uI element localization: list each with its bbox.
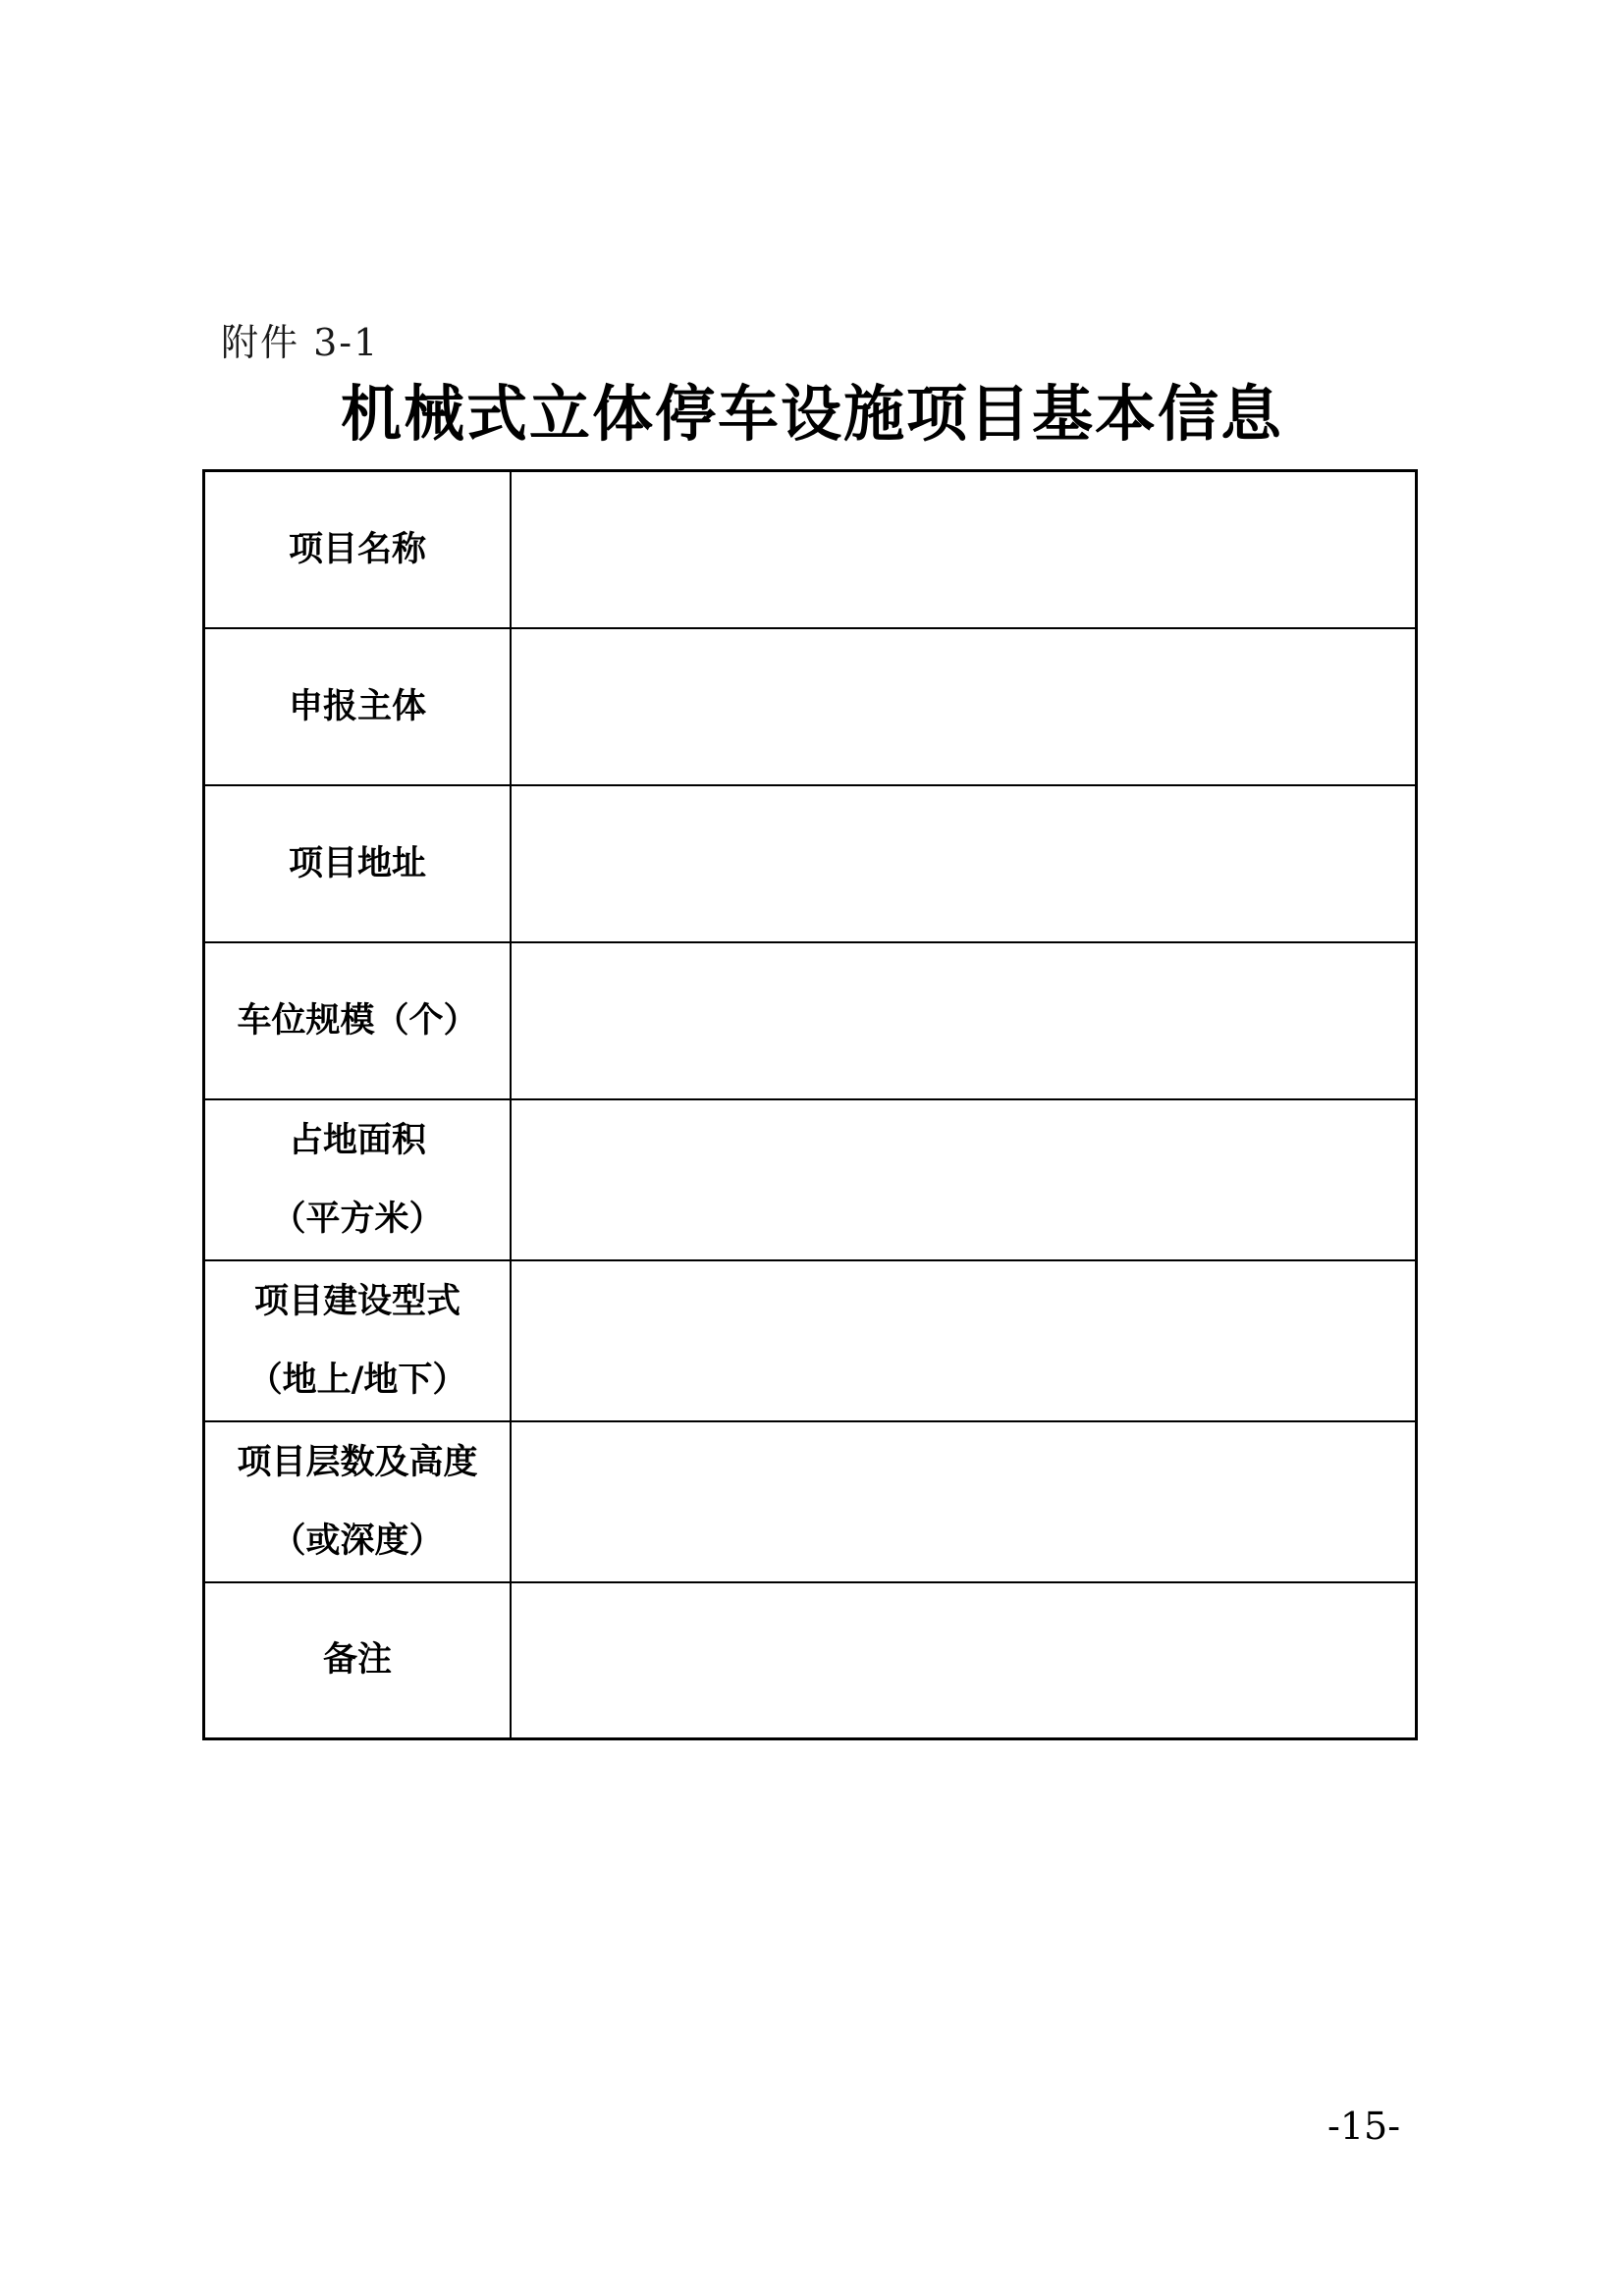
row-label-floor-area (204, 1099, 512, 1260)
floors-height-field[interactable] (511, 1421, 1417, 1582)
label-line: 车位规模（个） (237, 1000, 478, 1041)
table-row (204, 1421, 1417, 1582)
label-line: 项目地址 (288, 843, 426, 883)
table-row (204, 1260, 1417, 1421)
table-row (204, 628, 1417, 785)
table-row (204, 785, 1417, 942)
project-address-field[interactable] (511, 785, 1417, 942)
table-row (204, 471, 1417, 628)
page-number: -15- (1327, 2105, 1401, 2148)
attachment-label: 附件 3-1 (221, 321, 380, 364)
row-label-construction-type (204, 1260, 512, 1421)
table-row (204, 1582, 1417, 1739)
label-line: 备注 (322, 1640, 392, 1681)
row-label-project-address (204, 785, 512, 942)
floor-area-field[interactable] (511, 1099, 1417, 1260)
label-line: 项目名称 (288, 529, 426, 569)
construction-type-field[interactable] (511, 1260, 1417, 1421)
table-row (204, 1099, 1417, 1260)
row-label-parking-spaces (204, 942, 512, 1099)
row-label-floors-height (204, 1421, 512, 1582)
label-line: （或深度） (271, 1521, 444, 1561)
row-label-remarks (204, 1582, 512, 1739)
label-line: 项目建设型式 (253, 1281, 460, 1321)
label-line: 占地面积 (288, 1120, 426, 1160)
label-line: （地上/地下） (247, 1360, 467, 1400)
remarks-field[interactable] (511, 1582, 1417, 1739)
page-title: 机械式立体停车设施项目基本信息 (340, 378, 1283, 450)
row-label-applicant (204, 628, 512, 785)
label-line: 申报主体 (288, 686, 426, 726)
project-name-field[interactable] (511, 471, 1417, 628)
row-label-project-name (204, 471, 512, 628)
label-line: （平方米） (271, 1199, 444, 1239)
applicant-field[interactable] (511, 628, 1417, 785)
table-row (204, 942, 1417, 1099)
project-info-table (202, 469, 1418, 1740)
parking-spaces-field[interactable] (511, 942, 1417, 1099)
label-line: 项目层数及高度 (237, 1442, 478, 1482)
